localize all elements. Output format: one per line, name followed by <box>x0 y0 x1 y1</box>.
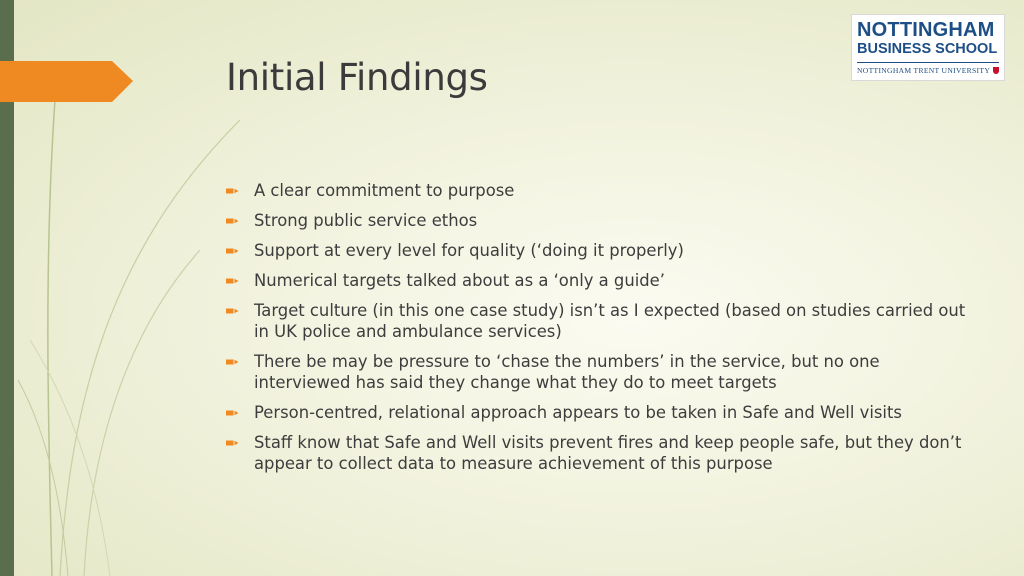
pencil-arrow-icon <box>226 439 239 447</box>
list-item <box>226 351 966 393</box>
list-item-text: Staff know that Safe and Well visits prevent fires and keep people safe, but they don’t appear to collect data to measure achievement of this purpose <box>254 433 962 473</box>
list-item <box>226 270 966 291</box>
pencil-arrow-icon <box>226 277 239 285</box>
crest-icon <box>993 67 999 74</box>
list-item-text: Numerical targets talked about as a ‘only a guide’ <box>254 271 665 290</box>
list-item <box>226 180 966 201</box>
logo-line-1: NOTTINGHAM <box>857 19 995 41</box>
pencil-arrow-icon <box>226 358 239 366</box>
pencil-arrow-icon <box>226 307 239 315</box>
list-item-text: Person-centred, relational approach appears to be taken in Safe and Well visits <box>254 403 902 422</box>
logo-line-3: NOTTINGHAM TRENT UNIVERSITY <box>857 66 991 75</box>
list-item-text: Support at every level for quality (‘doing it properly) <box>254 241 684 260</box>
pencil-arrow-icon <box>226 409 239 417</box>
pencil-arrow-icon <box>226 217 239 225</box>
list-item-text: There be may be pressure to ‘chase the numbers’ in the service, but no one interviewed has said they change what they do to meet targets <box>254 352 880 392</box>
list-item <box>226 432 966 474</box>
pencil-arrow-icon <box>226 187 239 195</box>
logo-divider <box>857 62 999 63</box>
logo-line-2: BUSINESS SCHOOL <box>857 41 998 57</box>
nottingham-business-school-logo <box>851 14 1005 81</box>
list-item <box>226 210 966 231</box>
slide-title: Initial Findings <box>226 56 488 99</box>
list-item <box>226 402 966 423</box>
list-item-text: Target culture (in this one case study) isn’t as I expected (based on studies carried out in UK police and ambulance services) <box>254 301 966 341</box>
list-item-text: A clear commitment to purpose <box>254 181 515 200</box>
findings-list <box>226 180 966 483</box>
list-item-text: Strong public service ethos <box>254 211 478 230</box>
title-accent-arrow <box>0 61 133 102</box>
list-item <box>226 300 966 342</box>
list-item <box>226 240 966 261</box>
pencil-arrow-icon <box>226 247 239 255</box>
